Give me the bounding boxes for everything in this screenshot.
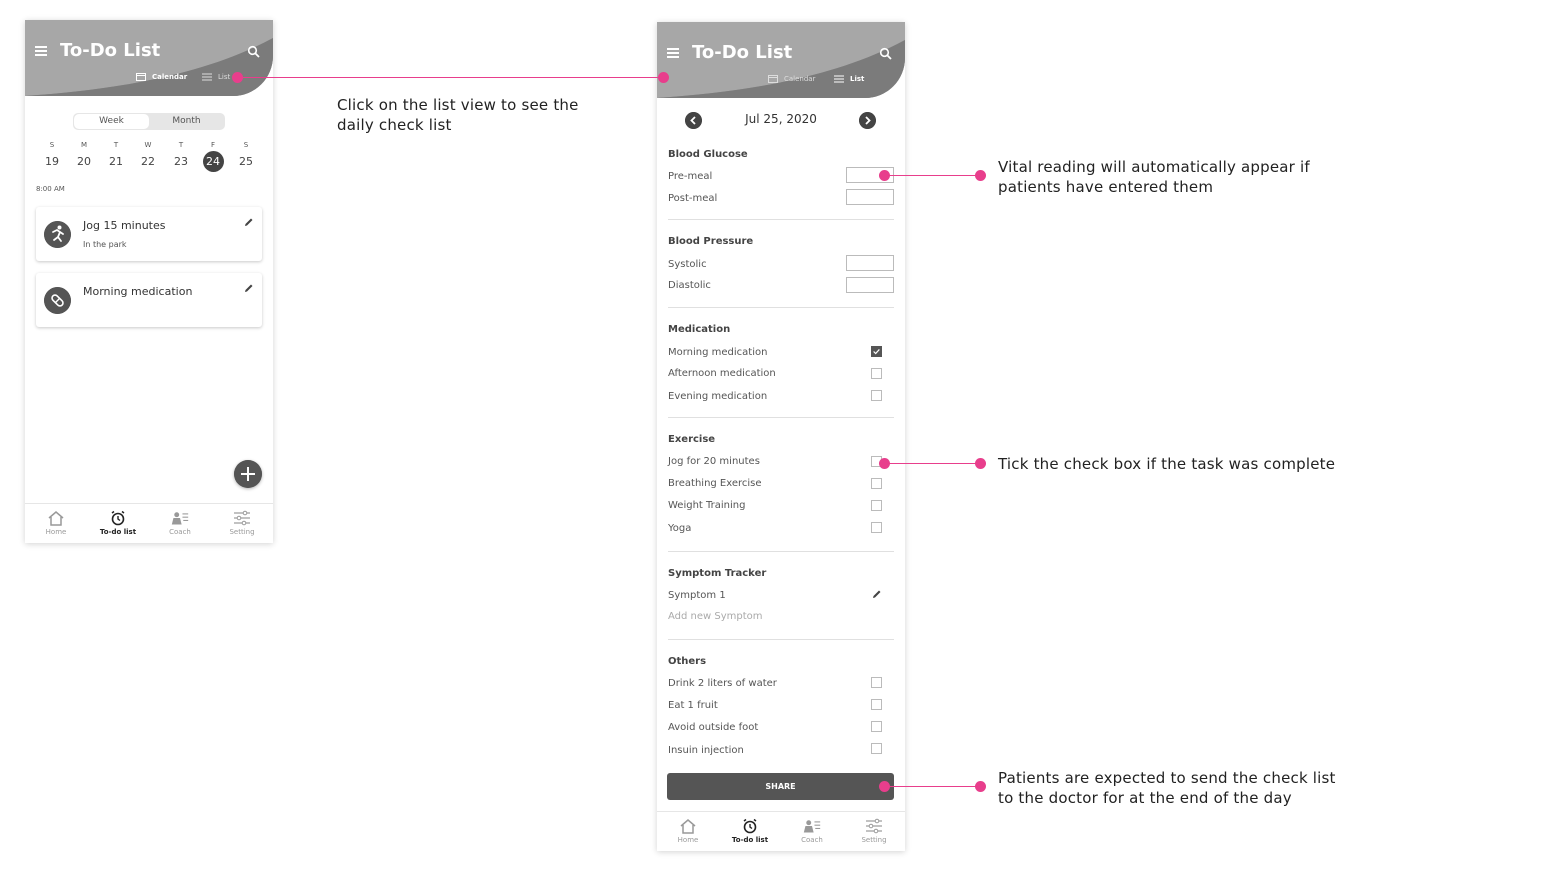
sliders-icon bbox=[865, 818, 883, 834]
divider bbox=[668, 417, 894, 418]
edit-icon[interactable] bbox=[244, 217, 254, 227]
divider bbox=[668, 639, 894, 640]
annotation-text: Vital reading will automatically appear if bbox=[998, 158, 1310, 176]
search-icon[interactable] bbox=[879, 47, 893, 61]
list-label: List bbox=[850, 75, 865, 83]
row-label: Post-meal bbox=[668, 193, 718, 204]
section-title: Blood Pressure bbox=[668, 236, 754, 247]
row-label: Drink 2 liters of water bbox=[668, 678, 777, 689]
section-title: Symptom Tracker bbox=[668, 568, 767, 579]
calendar-icon bbox=[768, 75, 778, 83]
divider bbox=[668, 219, 894, 220]
nav-home-label: Home bbox=[677, 836, 699, 844]
row-label: Systolic bbox=[668, 259, 707, 270]
systolic-field[interactable] bbox=[846, 255, 894, 271]
page-title: To-Do List bbox=[60, 40, 161, 61]
nav-setting[interactable] bbox=[211, 510, 273, 536]
row-label: Afternoon medication bbox=[668, 368, 776, 379]
nav-coach[interactable] bbox=[149, 510, 211, 536]
row-label: Yoga bbox=[668, 523, 692, 534]
nav-coach-label: Coach bbox=[801, 836, 823, 844]
menu-icon[interactable] bbox=[667, 48, 679, 58]
nav-todo[interactable] bbox=[87, 510, 149, 536]
checkbox[interactable] bbox=[871, 699, 882, 710]
annotation-text: Click on the list view to see the bbox=[337, 96, 579, 114]
day-number[interactable]: 25 bbox=[239, 155, 253, 168]
share-button[interactable]: SHARE bbox=[667, 773, 894, 800]
date-navigator bbox=[657, 110, 905, 130]
post-meal-field[interactable] bbox=[846, 189, 894, 205]
list-icon bbox=[834, 75, 844, 83]
phone-list-view bbox=[657, 22, 905, 851]
alarm-clock-icon bbox=[741, 818, 759, 834]
checkbox-checked[interactable] bbox=[871, 346, 882, 357]
row-label: Eat 1 fruit bbox=[668, 700, 718, 711]
weekday-label: T bbox=[178, 141, 184, 149]
row-label: Insuin injection bbox=[668, 745, 744, 756]
checkbox[interactable] bbox=[871, 677, 882, 688]
sliders-icon bbox=[233, 510, 251, 526]
add-task-button[interactable] bbox=[234, 460, 262, 488]
task-subtitle: In the park bbox=[83, 240, 127, 249]
nav-todo-label: To-do list bbox=[731, 836, 769, 844]
checkbox[interactable] bbox=[871, 743, 882, 754]
day-number-selected[interactable]: 24 bbox=[206, 155, 220, 168]
nav-home[interactable] bbox=[657, 818, 719, 844]
nav-coach[interactable] bbox=[781, 818, 843, 844]
running-icon bbox=[44, 221, 71, 248]
task-title: Jog 15 minutes bbox=[83, 219, 166, 232]
home-icon bbox=[47, 510, 65, 526]
annotation-text: to the doctor for at the end of the day bbox=[998, 789, 1292, 807]
add-symptom-link[interactable]: Add new Symptom bbox=[668, 611, 763, 622]
list-label: List bbox=[218, 73, 231, 81]
task-card[interactable] bbox=[36, 273, 262, 327]
weekday-label: S bbox=[243, 141, 249, 149]
annotation-dot bbox=[658, 72, 669, 83]
checkbox[interactable] bbox=[871, 721, 882, 732]
edit-icon[interactable] bbox=[244, 283, 254, 293]
divider bbox=[668, 307, 894, 308]
calendar-icon bbox=[136, 73, 146, 81]
list-view-toggle[interactable] bbox=[834, 75, 864, 83]
search-icon[interactable] bbox=[247, 45, 261, 59]
next-day-icon[interactable] bbox=[859, 112, 876, 129]
day-number[interactable]: 21 bbox=[109, 155, 123, 168]
calendar-label: Calendar bbox=[152, 73, 188, 81]
section-title: Medication bbox=[668, 324, 731, 335]
phone-calendar-view bbox=[25, 20, 273, 543]
annotation-connector bbox=[884, 175, 981, 176]
annotation-checkbox bbox=[998, 454, 1335, 474]
month-option[interactable]: Month bbox=[172, 116, 201, 126]
annotation-list-view bbox=[337, 95, 579, 135]
alarm-clock-icon bbox=[109, 510, 127, 526]
nav-todo-label: To-do list bbox=[99, 528, 137, 536]
app-header bbox=[657, 22, 905, 98]
week-month-toggle bbox=[73, 113, 225, 130]
nav-home-label: Home bbox=[45, 528, 67, 536]
task-title: Morning medication bbox=[83, 285, 193, 298]
task-card[interactable] bbox=[36, 207, 262, 261]
annotation-dot bbox=[879, 781, 890, 792]
row-label: Evening medication bbox=[668, 391, 768, 402]
bottom-nav bbox=[25, 503, 273, 543]
bottom-nav bbox=[657, 811, 905, 851]
calendar-label: Calendar bbox=[784, 75, 816, 83]
row-label: Morning medication bbox=[668, 347, 768, 358]
week-option[interactable]: Week bbox=[74, 114, 149, 129]
row-label: Symptom 1 bbox=[668, 590, 726, 601]
list-icon bbox=[202, 73, 212, 81]
weekday-label: F bbox=[210, 141, 216, 149]
section-title: Blood Glucose bbox=[668, 149, 748, 160]
annotation-connector bbox=[884, 786, 981, 787]
nav-setting[interactable] bbox=[843, 818, 905, 844]
coach-icon bbox=[171, 510, 189, 526]
coach-icon bbox=[803, 818, 821, 834]
annotation-dot bbox=[975, 170, 986, 181]
annotation-text: patients have entered them bbox=[998, 178, 1214, 196]
row-label: Weight Training bbox=[668, 500, 746, 511]
weekday-label: M bbox=[80, 141, 88, 149]
checkbox[interactable] bbox=[871, 522, 882, 533]
app-header bbox=[25, 20, 273, 96]
day-number[interactable]: 23 bbox=[174, 155, 188, 168]
checkbox[interactable] bbox=[871, 500, 882, 511]
menu-icon[interactable] bbox=[35, 46, 47, 56]
annotation-text: daily check list bbox=[337, 116, 452, 134]
row-label: Avoid outside foot bbox=[668, 722, 759, 733]
annotation-connector bbox=[238, 77, 663, 78]
nav-setting-label: Setting bbox=[861, 836, 887, 844]
nav-coach-label: Coach bbox=[169, 528, 191, 536]
pill-icon bbox=[44, 287, 71, 314]
list-view-toggle[interactable] bbox=[202, 73, 230, 81]
annotation-dot bbox=[879, 458, 890, 469]
annotation-dot bbox=[975, 458, 986, 469]
annotation-dot bbox=[975, 781, 986, 792]
divider bbox=[668, 551, 894, 552]
annotation-vitals bbox=[998, 157, 1310, 197]
annotation-dot bbox=[879, 170, 890, 181]
day-number[interactable]: 22 bbox=[141, 155, 155, 168]
day-number[interactable]: 20 bbox=[77, 155, 91, 168]
nav-home[interactable] bbox=[25, 510, 87, 536]
calendar-view-toggle[interactable] bbox=[768, 75, 815, 83]
calendar-view-toggle[interactable] bbox=[136, 73, 187, 81]
time-label: 8:00 AM bbox=[36, 185, 65, 193]
section-title: Others bbox=[668, 656, 707, 667]
annotation-text: Tick the check box if the task was complete bbox=[998, 455, 1336, 473]
checkbox[interactable] bbox=[871, 390, 882, 401]
annotation-text: Patients are expected to send the check list bbox=[998, 769, 1336, 787]
edit-icon[interactable] bbox=[872, 589, 882, 599]
annotation-share bbox=[998, 768, 1336, 808]
row-label: Diastolic bbox=[668, 280, 711, 291]
current-date: Jul 25, 2020 bbox=[745, 112, 817, 126]
nav-setting-label: Setting bbox=[229, 528, 255, 536]
annotation-connector bbox=[884, 463, 981, 464]
day-number[interactable]: 19 bbox=[45, 155, 59, 168]
nav-todo[interactable] bbox=[719, 818, 781, 844]
row-label: Jog for 20 minutes bbox=[668, 456, 760, 467]
checkbox[interactable] bbox=[871, 478, 882, 489]
diastolic-field[interactable] bbox=[846, 277, 894, 293]
row-label: Pre-meal bbox=[668, 171, 713, 182]
weekday-label: T bbox=[113, 141, 119, 149]
row-label: Breathing Exercise bbox=[668, 478, 762, 489]
checkbox[interactable] bbox=[871, 368, 882, 379]
weekday-label: W bbox=[144, 141, 152, 149]
page-title: To-Do List bbox=[692, 42, 793, 63]
annotation-dot bbox=[232, 72, 243, 83]
home-icon bbox=[679, 818, 697, 834]
section-title: Exercise bbox=[668, 434, 716, 445]
weekday-label: S bbox=[49, 141, 55, 149]
